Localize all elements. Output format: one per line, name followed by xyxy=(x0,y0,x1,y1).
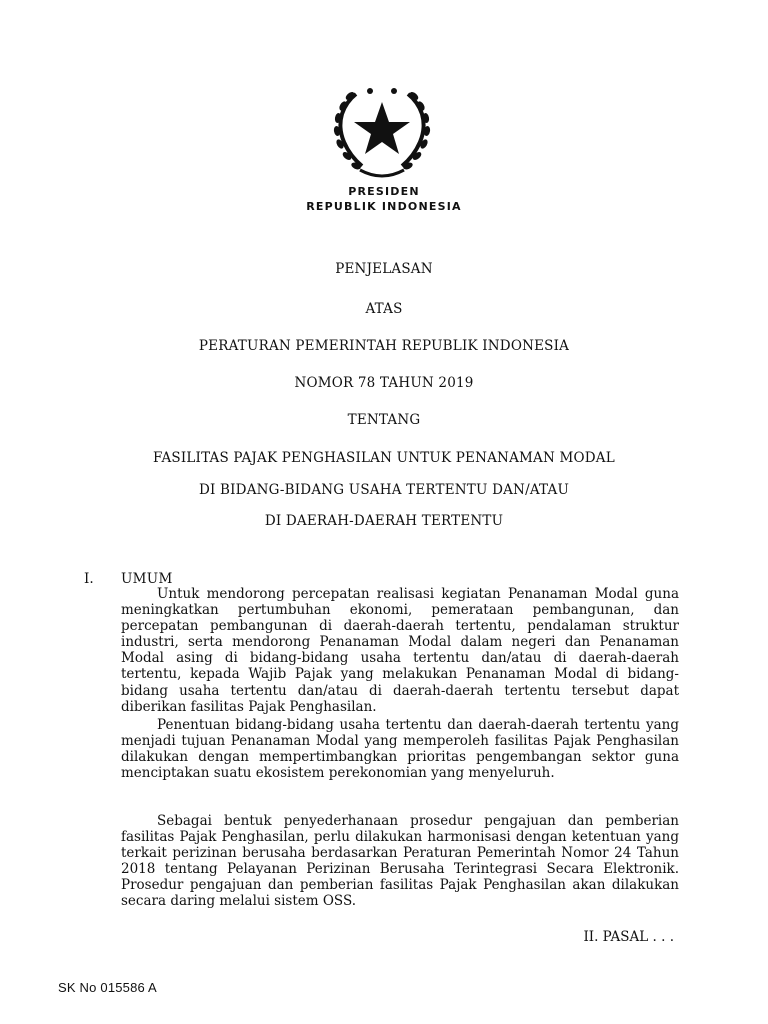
next-page-reference: II. PASAL . . . xyxy=(583,929,674,945)
doc-title-subject-1: FASILITAS PAJAK PENGHASILAN UNTUK PENANAMAN MODAL xyxy=(153,450,615,466)
doc-title-penjelasan: PENJELASAN xyxy=(335,261,433,277)
doc-title-subject-2: DI BIDANG-BIDANG USAHA TERTENTU DAN/ATAU xyxy=(198,482,570,498)
body-paragraph: Untuk mendorong percepatan realisasi kegiatan Penanaman Modal guna meningkatkan pertumbuhan ekonomi, pemerataan pembangunan, dan percepatan pembangunan di daerah-daerah tertentu, pendalaman struktur industri, serta mendorong Penanaman Modal dalam negeri dan Penanaman Modal asing di bidang-bidang usaha tertentu dan/atau di daerah-daerah tertentu, kepada Wajib Pajak yang melakukan Penanaman Modal di bidang-bidang usaha tertentu dan/atau di daerah-daerah tertentu tersebut dapat diberikan fasilitas Pajak Penghasilan. xyxy=(121,586,679,715)
footer-document-code: SK No 015586 A xyxy=(58,980,157,995)
doc-title-subject-3: DI DAERAH-DAERAH TERTENTU xyxy=(264,513,504,529)
body-paragraph: Penentuan bidang-bidang usaha tertentu dan daerah-daerah tertentu yang menjadi tujuan Penanaman Modal yang memperoleh fasilitas Pajak Penghasilan dilakukan dengan mempertimbangkan prioritas pengembangan sektor guna menciptakan suatu ekosistem perekonomian yang menyeluruh. xyxy=(121,717,679,782)
seal-title-republik: REPUBLIK INDONESIA xyxy=(306,200,462,213)
section-number: I. xyxy=(84,571,94,587)
doc-title-regulation: PERATURAN PEMERINTAH REPUBLIK INDONESIA xyxy=(198,338,570,354)
seal-title-presiden: PRESIDEN xyxy=(348,185,420,198)
doc-title-tentang: TENTANG xyxy=(347,412,421,428)
section-heading: UMUM xyxy=(121,571,173,587)
doc-title-number: NOMOR 78 TAHUN 2019 xyxy=(294,375,474,391)
doc-title-atas: ATAS xyxy=(365,301,403,317)
body-paragraph: Sebagai bentuk penyederhanaan prosedur pengajuan dan pemberian fasilitas Pajak Penghasilan, perlu dilakukan harmonisasi dengan ketentuan yang terkait perizinan berusaha berdasarkan Peraturan Pemerintah Nomor 24 Tahun 2018 tentang Pelayanan Perizinan Berusaha Terintegrasi Secara Elektronik. Prosedur pengajuan dan pemberian fasilitas Pajak Penghasilan akan dilakukan secara daring melalui sistem OSS. xyxy=(121,813,679,910)
garuda-star-emblem-icon xyxy=(326,82,438,182)
